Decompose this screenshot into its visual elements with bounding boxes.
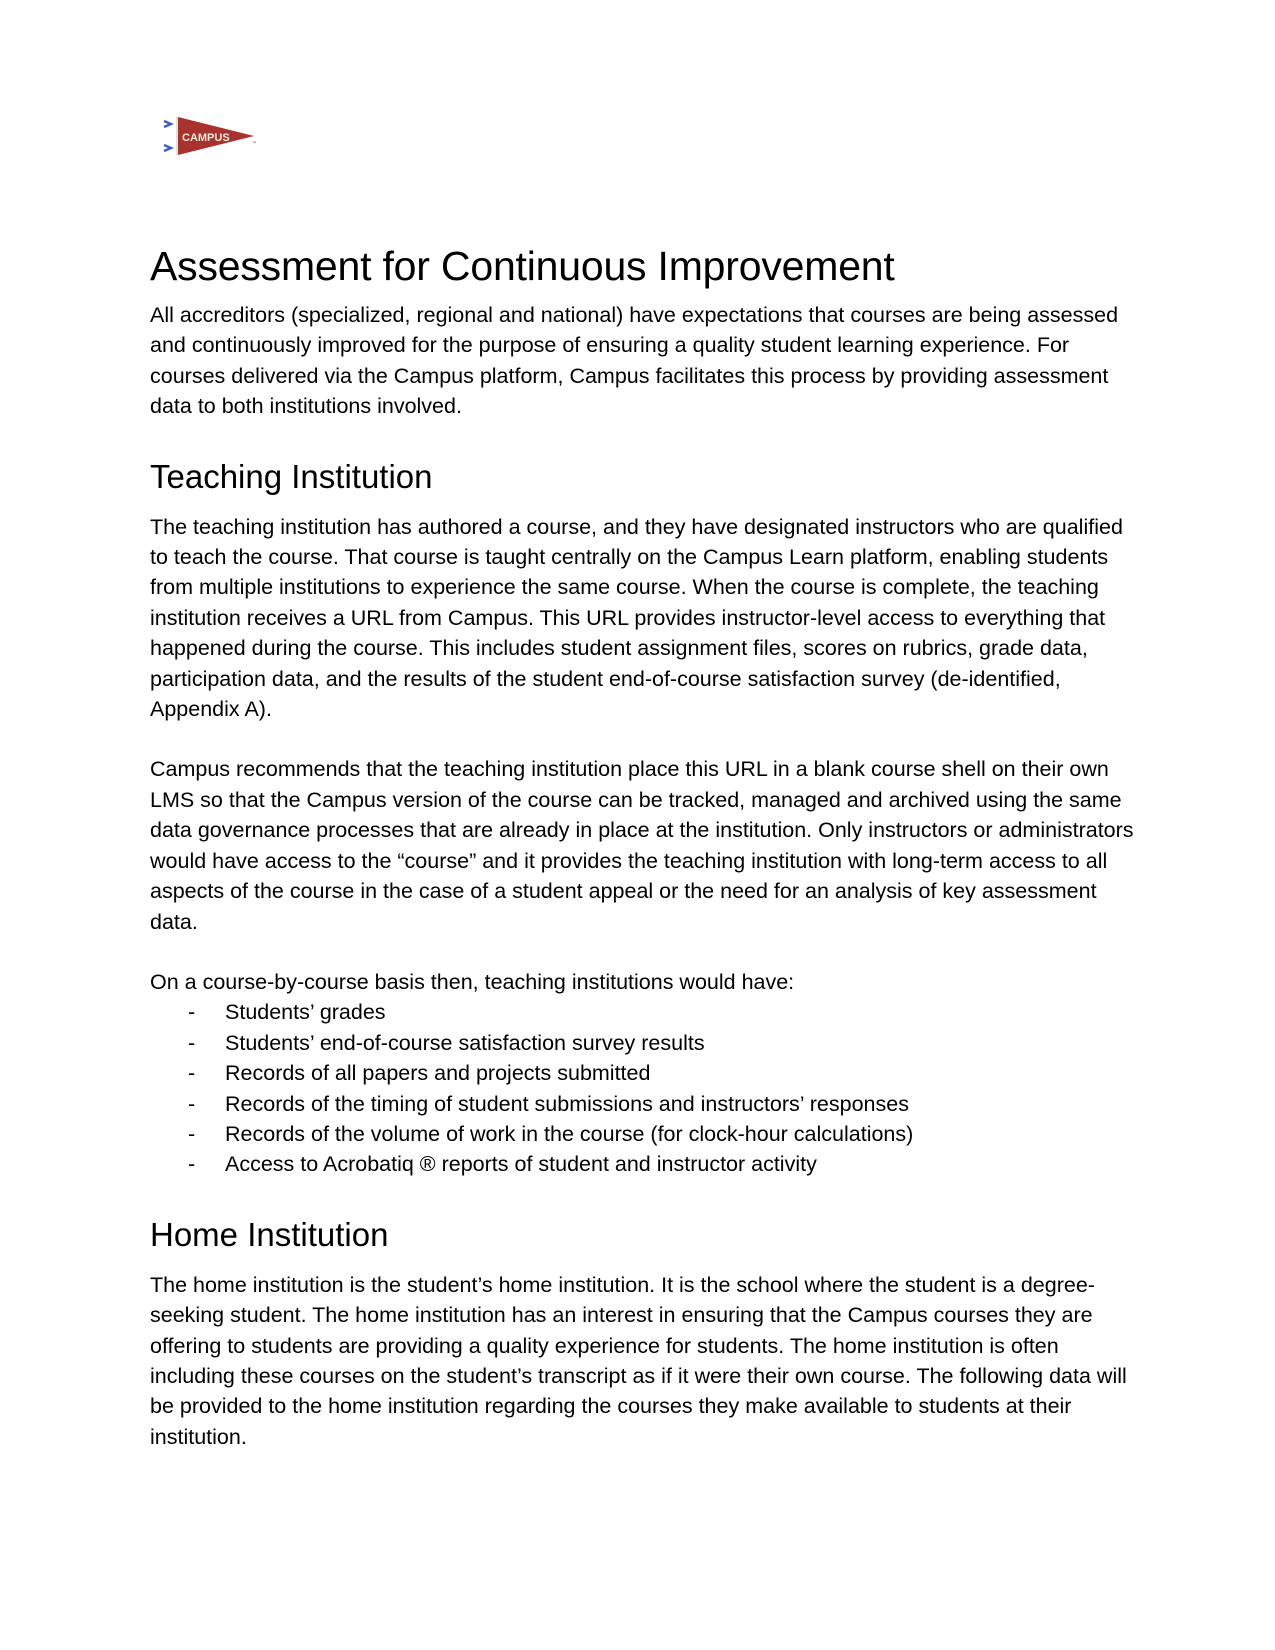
dash-bullet: - [188,1061,196,1086]
section-home-institution [150,1214,1140,1452]
list-item [150,1058,1140,1088]
list-item [150,1028,1140,1058]
paragraph: The teaching institution has authored a course, and they have designated instructors who are qualified to teach the course. That course is taught centrally on the Campus Learn platform, enabling students from multiple institutions to experience the same course. When the course is complete, the teaching institution receives a URL from Campus. This URL provides instructor-level access to everything that happened during the course. This includes student assignment files, scores on rubrics, grade data, participation data, and the results of the student end-of-course satisfaction survey (de-identified, Appendix A). [150,514,1123,722]
list-item [150,1119,1140,1149]
intro-paragraph: All accreditors (specialized, regional and national) have expectations that courses are being assessed and continuously improved for the purpose of ensuring a quality student learning experience. For courses delivered via the Campus platform, Campus facilitates this process by providing assessment data to both institutions involved. [150,303,1119,419]
list-item-text: Students’ end-of-course satisfaction survey results [225,1030,705,1055]
list-item-text: Access to Acrobatiq ® reports of student and instructor activity [225,1152,817,1177]
trademark-mark: ™ [252,140,256,145]
dash-bullet: - [188,1152,196,1177]
list-item [150,1149,1140,1179]
teaching-institution-list [150,997,1140,1179]
dash-bullet: - [188,1121,196,1146]
document-body [150,240,1140,1452]
section-heading: Teaching Institution [150,457,433,495]
list-item [150,997,1140,1027]
list-intro: On a course-by-course basis then, teaching institutions would have: [150,969,795,994]
dash-bullet: - [188,1000,196,1025]
chevron-icon [164,121,171,151]
logo-text: CAMPUS [182,132,230,144]
paragraph: The home institution is the student’s home institution. It is the school where the student is a degree-seeking student. The home institution has an interest in ensuring that the Campus courses they are offering to students are providing a quality experience for students. The home institution is often including these courses on the student’s transcript as if it were their own course. The following data will be provided to the home institution regarding the courses they make available to students at their institution. [150,1272,1127,1449]
document-title: Assessment for Continuous Improvement [150,243,895,289]
section-teaching-institution [150,456,1140,1180]
list-item-text: Records of all papers and projects submitted [225,1061,651,1086]
list-item-text: Records of the timing of student submissions and instructors’ responses [225,1091,909,1116]
campus-pennant-logo [162,114,262,158]
list-item-text: Students’ grades [225,1000,386,1025]
list-item-text: Records of the volume of work in the course (for clock-hour calculations) [225,1121,914,1146]
dash-bullet: - [188,1030,196,1055]
section-heading: Home Institution [150,1215,389,1253]
dash-bullet: - [188,1091,196,1116]
paragraph: Campus recommends that the teaching institution place this URL in a blank course shell on their own LMS so that the Campus version of the course can be tracked, managed and archived using the same data governance processes that are already in place at the institution. Only instructors or administrators would have access to the “course” and it provides the teaching institution with long-term access to all aspects of the course in the case of a student appeal or the need for an analysis of key assessment data. [150,757,1134,934]
list-item [150,1089,1140,1119]
